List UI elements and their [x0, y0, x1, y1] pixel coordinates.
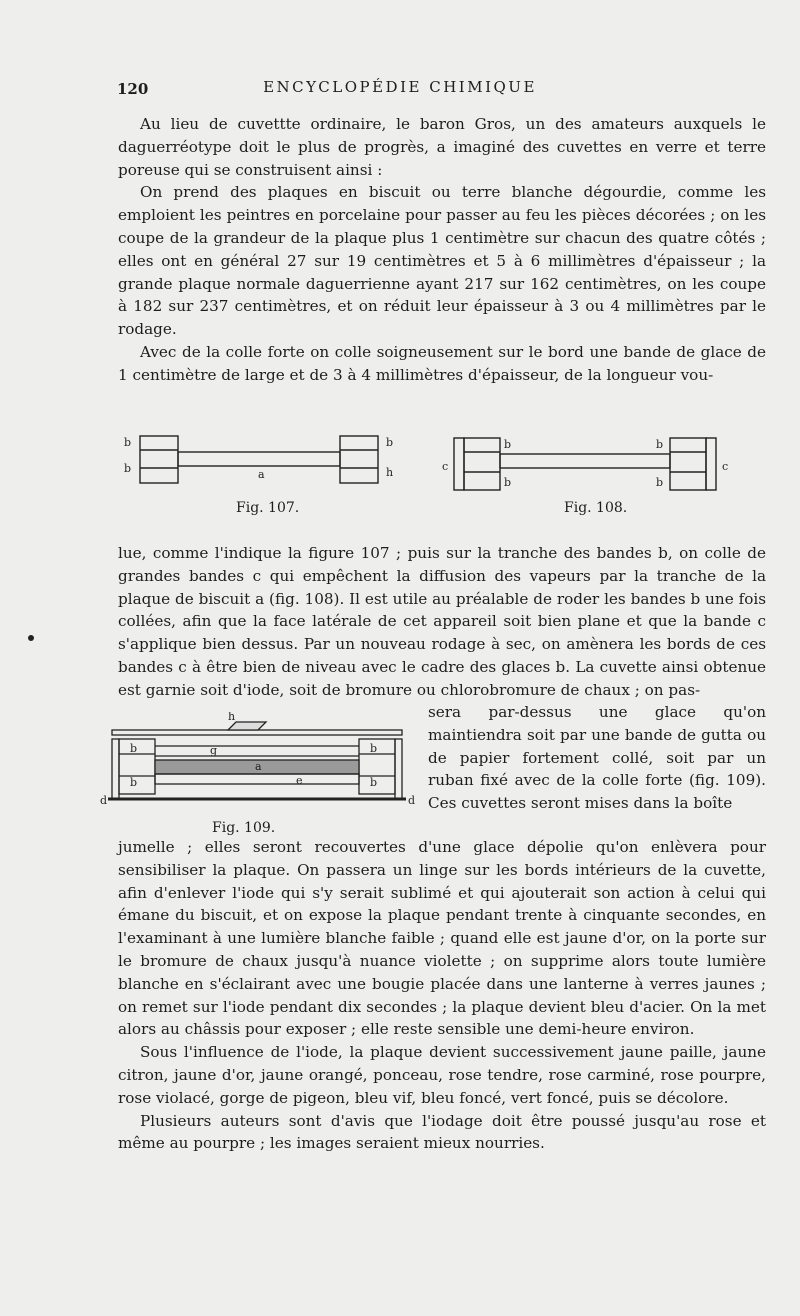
text-block-bottom [118, 836, 766, 1155]
fig109-label-b2: b [370, 742, 378, 755]
figure-108-drawing [440, 428, 740, 498]
fig107-label-b3: b [386, 436, 394, 449]
figure-108 [440, 428, 740, 498]
text-block-middle [118, 542, 766, 702]
running-title: ENCYCLOPÉDIE CHIMIQUE [263, 78, 537, 96]
fig107-label-h: h [386, 466, 394, 479]
fig109-label-d1: d [100, 794, 108, 807]
fig109-label-g: g [210, 744, 218, 757]
fig109-label-a: a [255, 760, 262, 773]
fig107-label-a: a [258, 468, 265, 481]
fig107-label-b2: b [124, 462, 132, 475]
figure-107 [118, 428, 408, 498]
fig109-label-e: e [296, 774, 303, 787]
fig108-caption: Fig. 108. [564, 500, 628, 516]
paragraph-6: jumelle ; elles seront recouvertes d'une glace dépolie qu'on enlèvera pour sensibiliser la plaque. On passera un linge sur les bords intérieurs de la cuvette, afin d'enlever l'iode qui s'y serait sublimé et qui ajouterait son action à celui qui émane du biscuit, et on expose la plaque pendant trente à cinquante secondes, en l'examinant à une lumière blanche faible ; quand elle est jaune d'or, on la porte sur le bromure de chaux jusqu'à nuance violette ; on supprime alors toute lumière blanche en s'éclairant avec une bougie placée dans une lanterne à verres jaunes ; on remet sur l'iode pendant dix secondes ; la plaque devient bleu d'acier. On la met alors au châssis pour exposer ; elle reste sensible une demi-heure environ. [118, 838, 766, 1039]
paragraph-8: Plusieurs auteurs sont d'avis que l'iodage doit être poussé jusqu'au rose et même au pourpre ; les images seraient mieux nourries. [118, 1111, 766, 1153]
fig109-label-d2: d [408, 794, 416, 807]
fig109-label-b1: b [130, 742, 138, 755]
text-block-beside-fig109 [428, 701, 766, 815]
paragraph-5: sera par-dessus une glace qu'on maintiendra soit par une bande de gutta ou de papier fortement collé, soit par un ruban fixé avec de la colle forte (fig. 109). Ces cuvettes seront mises dans la boîte [428, 703, 766, 813]
fig109-label-b3: b [130, 776, 138, 789]
paragraph-1: Au lieu de cuvettte ordinaire, le baron Gros, un des amateurs auxquels le daguerréotype doit le plus de progrès, a imaginé des cuvettes en verre et terre poreuse qui se construisent ainsi : [118, 115, 766, 179]
fig108-label-c2: c [722, 460, 729, 473]
text-block-top [118, 113, 766, 387]
fig107-caption: Fig. 107. [236, 500, 300, 516]
figure-109 [100, 712, 420, 812]
fig109-label-h: h [228, 712, 236, 723]
fig108-label-b3: b [656, 438, 664, 451]
paragraph-4: lue, comme l'indique la figure 107 ; puis sur la tranche des bandes b, on colle de grandes bandes c qui empêchent la diffusion des vapeurs par la tranche de la plaque de biscuit a (fig. 108). Il est utile au préalable de roder les bandes b une fois collées, afin que la face latérale de cet appareil soit bien plane et que la bande c s'applique bien dessus. Par un nouveau rodage à sec, on amènera les bords de ces bandes c à être bien de niveau avec le cadre des glaces b. La cuvette ainsi obtenue est garnie soit d'iode, soit de bromure ou chlorobromure de chaux ; on pas- [118, 544, 766, 699]
margin-mark [28, 635, 34, 641]
fig108-label-b2: b [504, 476, 512, 489]
paragraph-7: Sous l'influence de l'iode, la plaque devient successivement jaune paille, jaune citron, jaune d'or, jaune orangé, ponceau, rose tendre, rose carminé, rose pourpre, rose violacé, gorge de pigeon, bleu vif, bleu foncé, vert foncé, puis se décolore. [118, 1043, 766, 1107]
fig109-label-b4: b [370, 776, 378, 789]
page-header [0, 78, 800, 102]
paragraph-2: On prend des plaques en biscuit ou terre blanche dégourdie, comme les emploient les peintres en porcelaine pour passer au feu les pièces décorées ; on les coupe de la grandeur de la plaque plus 1 centimètre sur chacun des quatre côtés ; elles ont en général 27 sur 19 centimètres et 5 à 6 millimètres d'épaisseur ; la grande plaque normale daguerrienne ayant 217 sur 162 centimètres, on les coupe à 182 sur 237 centimètres, et on réduit leur épaisseur à 3 ou 4 millimètres par le rodage. [118, 183, 766, 339]
fig108-label-c1: c [442, 460, 449, 473]
figure-107-drawing [118, 428, 408, 498]
paragraph-3: Avec de la colle forte on colle soigneusement sur le bord une bande de glace de 1 centimètre de large et de 3 à 4 millimètres d'épaisseur, de la longueur vou- [118, 342, 766, 384]
figure-109-drawing [100, 712, 420, 812]
fig108-label-b1: b [504, 438, 512, 451]
page-number: 120 [117, 80, 149, 98]
fig107-label-b1: b [124, 436, 132, 449]
fig108-label-b4: b [656, 476, 664, 489]
fig109-caption: Fig. 109. [212, 820, 276, 836]
